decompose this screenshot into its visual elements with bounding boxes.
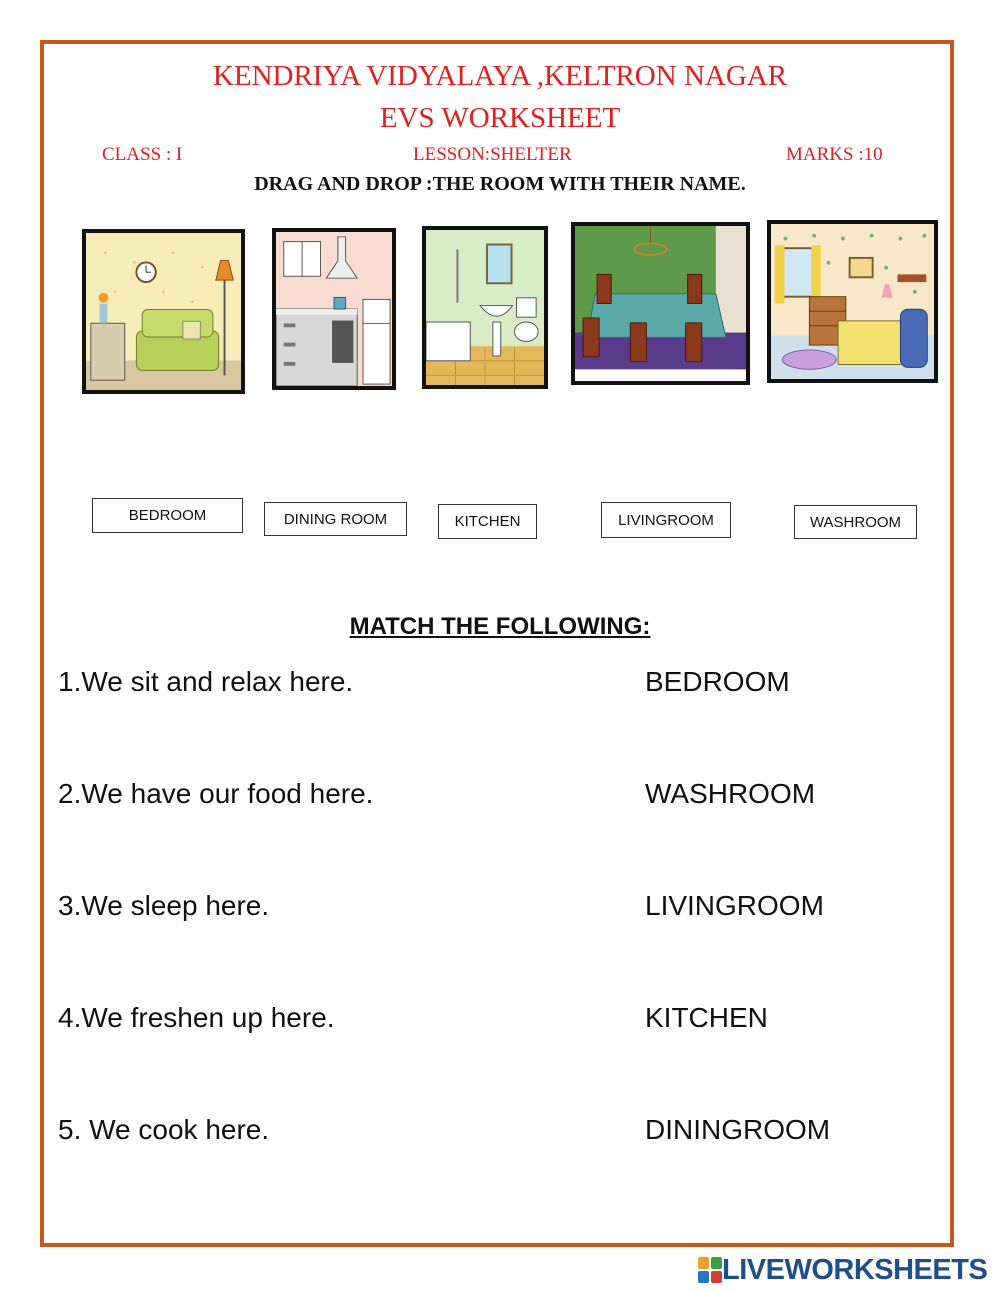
marks-label: MARKS :10 [786,144,883,165]
lesson-label: LESSON:SHELTER [413,144,572,165]
liveworksheets-logo-icon [698,1257,722,1283]
match-answer-3[interactable]: LIVINGROOM [645,890,824,921]
match-question-5: 5. We cook here. [58,1114,270,1145]
match-answer-5[interactable]: DININGROOM [645,1114,831,1145]
washroom-picture [422,226,548,389]
liveworksheets-brand-text: LIVEWORKSHEETS [722,1253,988,1286]
match-title: MATCH THE FOLLOWING: [349,613,651,640]
match-answer-1[interactable]: BEDROOM [645,666,790,697]
bedroom-picture [767,220,938,383]
match-question-1: 1.We sit and relax here. [58,666,354,697]
drag-label-kitchen[interactable]: KITCHEN [438,504,537,539]
instruction-text: DRAG AND DROP :THE ROOM WITH THEIR NAME. [254,173,746,195]
match-answer-2[interactable]: WASHROOM [645,778,816,809]
drag-label-bedroom[interactable]: BEDROOM [92,498,243,533]
drag-label-livingroom[interactable]: LIVINGROOM [601,502,731,538]
match-question-2: 2.We have our food here. [58,778,374,809]
match-question-4: 4.We freshen up here. [58,1002,335,1033]
match-question-3: 3.We sleep here. [58,890,270,921]
living-room-picture [82,229,245,394]
drag-label-dining-room[interactable]: DINING ROOM [264,502,407,536]
drag-label-washroom[interactable]: WASHROOM [794,505,917,539]
liveworksheets-logo [698,1254,987,1286]
dining-room-picture [571,222,750,385]
kitchen-picture [272,228,396,390]
match-answer-4[interactable]: KITCHEN [645,1002,768,1033]
class-label: CLASS : I [102,144,183,165]
worksheet-title: EVS WORKSHEET [379,102,621,134]
school-title: KENDRIYA VIDYALAYA ,KELTRON NAGAR [212,60,788,92]
